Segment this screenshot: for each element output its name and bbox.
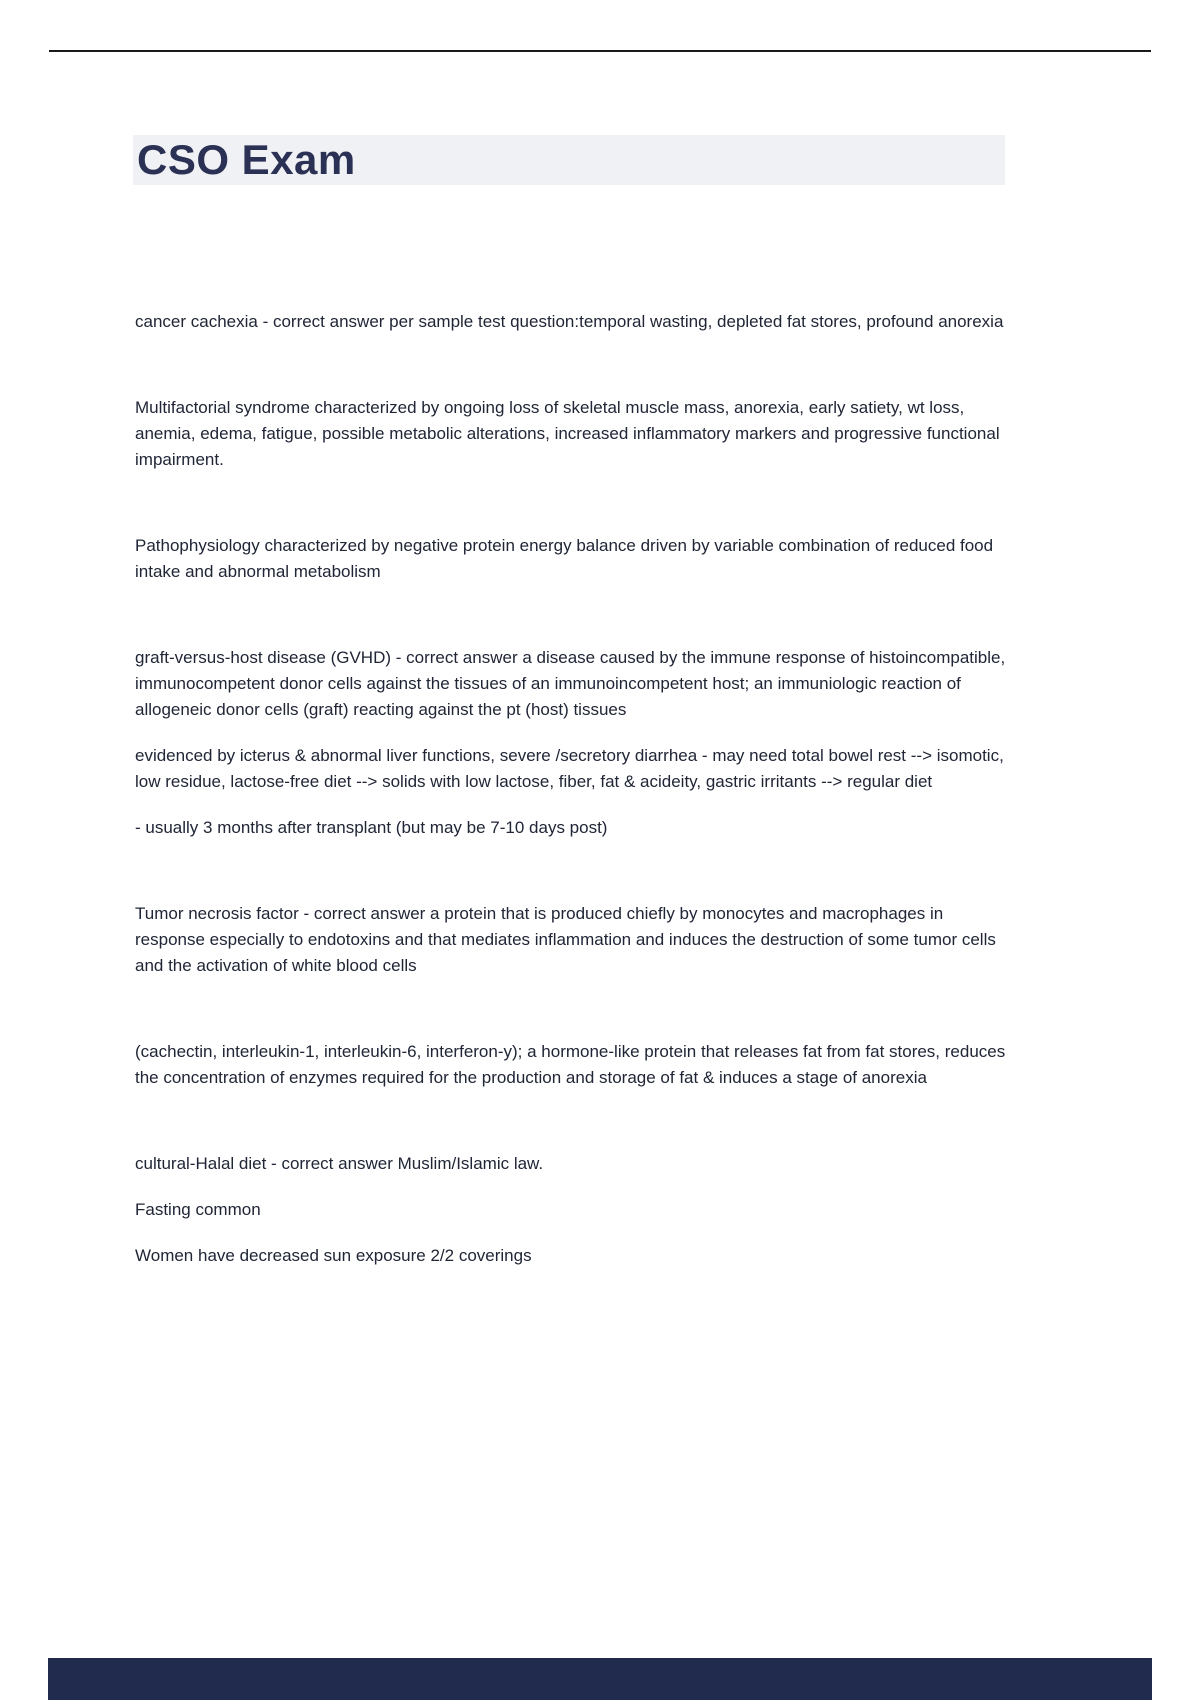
- footer-bar: [48, 1658, 1152, 1700]
- qa-block-pathophysiology: [135, 533, 1007, 585]
- paragraph: Fasting common: [135, 1200, 261, 1219]
- qa-block-gvhd: [135, 645, 1007, 841]
- paragraph: Women have decreased sun exposure 2/2 coverings: [135, 1246, 532, 1265]
- qa-block-cancer-cachexia: [135, 309, 1007, 335]
- qa-block-multifactorial-syndrome: [135, 395, 1007, 473]
- paragraph: Tumor necrosis factor - correct answer a protein that is produced chiefly by monocytes and macrophages in response especially to endotoxins and that mediates inflammation and induces the destruction of some tumor cells and the activation of white blood cells: [135, 904, 996, 975]
- paragraph: cancer cachexia - correct answer per sample test question:temporal wasting, depleted fat stores, profound anorexia: [135, 312, 1004, 331]
- paragraph: graft-versus-host disease (GVHD) - correct answer a disease caused by the immune response of histoincompatible, immunocompetent donor cells against the tissues of an immunoincompetent host; an immuniologic reaction of allogeneic donor cells (graft) reacting against the pt (host) tissues: [135, 648, 1006, 719]
- paragraph: evidenced by icterus & abnormal liver functions, severe /secretory diarrhea - may need total bowel rest --> isomotic, low residue, lactose-free diet --> solids with low lactose, fiber, fat & acideity, gastric irritants --> regular diet: [135, 746, 1004, 791]
- paragraph: Pathophysiology characterized by negative protein energy balance driven by variable combination of reduced food intake and abnormal metabolism: [135, 536, 994, 581]
- paragraph: (cachectin, interleukin-1, interleukin-6, interferon-y); a hormone-like protein that releases fat from fat stores, reduces the concentration of enzymes required for the production and storage of fat & induces a stage of anorexia: [135, 1042, 1006, 1087]
- page-title: CSO Exam: [133, 135, 1005, 185]
- paragraph: cultural-Halal diet - correct answer Muslim/Islamic law.: [135, 1154, 544, 1173]
- document-body: [135, 309, 1007, 1269]
- paragraph: Multifactorial syndrome characterized by ongoing loss of skeletal muscle mass, anorexia, early satiety, wt loss, anemia, edema, fatigue, possible metabolic alterations, increased inflammatory markers and progressive functional impairment.: [135, 398, 1000, 469]
- qa-block-tumor-necrosis-factor: [135, 901, 1007, 979]
- paragraph: - usually 3 months after transplant (but may be 7-10 days post): [135, 818, 608, 837]
- header-rule: [49, 50, 1151, 52]
- qa-block-cachectin: [135, 1039, 1007, 1091]
- qa-block-cultural-halal-diet: [135, 1151, 1007, 1269]
